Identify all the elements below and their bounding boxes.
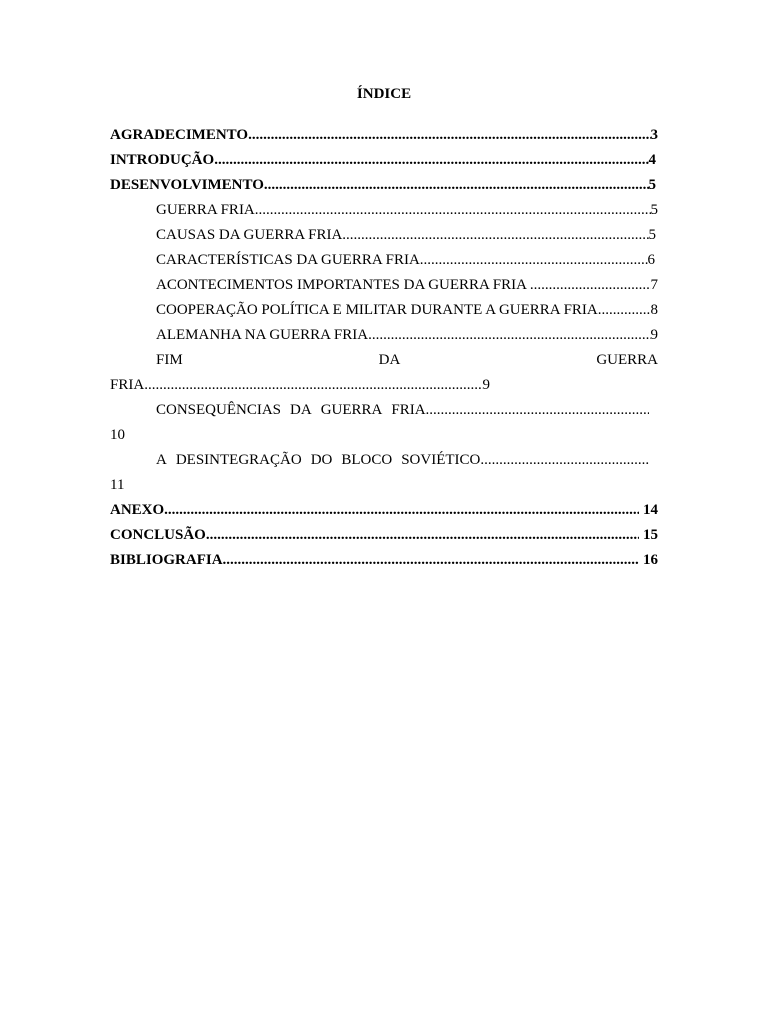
- toc-entry-desintegracao: [110, 451, 658, 476]
- toc-page-number: 3: [650, 127, 658, 143]
- toc-entry-word: DO: [310, 452, 333, 468]
- dot-leader: [368, 326, 650, 344]
- dot-leader: [598, 301, 651, 319]
- toc-entry-continuation: [110, 476, 658, 501]
- toc-page-number: 15: [643, 527, 658, 543]
- toc-entry-word: DA: [290, 402, 312, 418]
- toc-entry-anexo: [110, 501, 658, 526]
- toc-page-number: 6: [647, 252, 655, 268]
- dot-leader: [342, 226, 648, 244]
- toc-page-number: 9: [650, 327, 658, 343]
- toc-entry-label: AGRADECIMENTO: [110, 127, 249, 143]
- toc-entry-word: FRIA: [391, 402, 426, 418]
- toc-entry-alemanha: [110, 326, 658, 351]
- toc-entry-word: GUERRA: [320, 402, 383, 418]
- toc-entry-label: INTRODUÇÃO: [110, 152, 215, 168]
- toc-entry-causas: [110, 226, 656, 251]
- toc-entry-label: FRIA: [110, 377, 145, 393]
- toc-page-number: 11: [110, 477, 125, 493]
- dot-leader: [264, 176, 649, 194]
- toc-entry-label: GUERRA FRIA: [156, 202, 255, 218]
- toc-page-number: 14: [643, 502, 658, 518]
- toc-entry-word: DA: [378, 352, 401, 368]
- toc-entry-label: ALEMANHA NA GUERRA FRIA: [156, 327, 369, 343]
- dot-leader: [164, 501, 639, 519]
- toc-page-number: 7: [650, 277, 658, 293]
- toc-entry-cooperacao: [110, 301, 658, 326]
- toc-entry-label: COOPERAÇÃO POLÍTICA E MILITAR DURANTE A GUERRA FRIA: [156, 302, 598, 318]
- toc-entry-agradecimento: [110, 126, 658, 151]
- toc-page-number: 5: [650, 202, 658, 218]
- toc-entry-label: CONCLUSÃO: [110, 527, 206, 543]
- toc-entry-word: SOVIÉTICO: [401, 452, 481, 468]
- page-title: ÍNDICE: [356, 86, 412, 102]
- toc-entry-word: GUERRA: [596, 352, 658, 368]
- toc-page-number: 8: [650, 302, 658, 318]
- dot-leader: [530, 276, 651, 294]
- dot-leader: [206, 526, 639, 544]
- toc-entry-bibliografia: [110, 551, 658, 576]
- toc-entry-word: CONSEQUÊNCIAS: [156, 402, 282, 418]
- dot-leader: [426, 401, 649, 419]
- toc-entry-continuation: [110, 426, 658, 451]
- dot-leader: [248, 126, 650, 144]
- toc-entry-fim-da-guerra-fria: [110, 351, 658, 376]
- dot-leader: [420, 251, 648, 269]
- toc-entry-label: ACONTECIMENTOS IMPORTANTES DA GUERRA FRIA: [156, 277, 530, 293]
- toc-page-number: 9: [482, 377, 490, 393]
- toc-entry-consequencias: [110, 401, 658, 426]
- toc-entry-caracteristicas: [110, 251, 655, 276]
- dot-leader: [214, 151, 648, 169]
- toc-page-number: 5: [648, 177, 656, 193]
- toc-entry-desenvolvimento: [110, 176, 656, 201]
- toc-page-number: 16: [643, 552, 658, 568]
- toc-entry-word: DESINTEGRAÇÃO: [175, 452, 302, 468]
- toc-entry-word: BLOCO: [341, 452, 393, 468]
- toc-entry-label: ANEXO: [110, 502, 165, 518]
- toc-entry-word: A: [156, 452, 167, 468]
- toc-page-number: 10: [110, 427, 125, 443]
- toc-page-number: 5: [648, 227, 656, 243]
- toc-page-number: 4: [648, 152, 656, 168]
- toc-entry-conclusao: [110, 526, 658, 551]
- toc-entry-label: CAUSAS DA GUERRA FRIA: [156, 227, 343, 243]
- toc-entry-acontecimentos: [110, 276, 658, 301]
- dot-leader: [480, 451, 649, 469]
- toc-entry-word: FIM: [156, 352, 183, 368]
- table-of-contents: [110, 126, 658, 576]
- toc-entry-label: BIBLIOGRAFIA: [110, 552, 223, 568]
- dot-leader: [255, 201, 651, 219]
- toc-entry-label: DESENVOLVIMENTO: [110, 177, 264, 193]
- toc-entry-introducao: [110, 151, 656, 176]
- dot-leader: [223, 551, 639, 569]
- toc-entry-continuation: [110, 376, 490, 401]
- dot-leader: [144, 376, 482, 394]
- toc-entry-label: CARACTERÍSTICAS DA GUERRA FRIA: [156, 252, 420, 268]
- toc-entry-guerra-fria: [110, 201, 658, 226]
